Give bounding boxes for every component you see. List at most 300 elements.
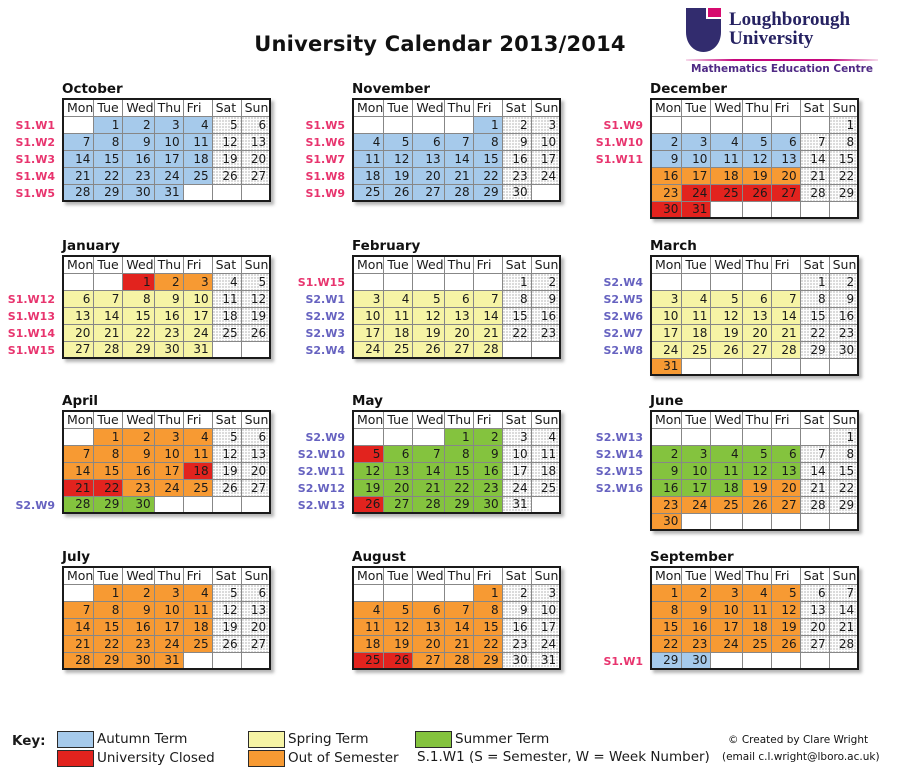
day-cell: 23: [123, 167, 154, 184]
day-cell: [742, 273, 771, 290]
day-cell: 25: [183, 167, 212, 184]
week-label: S2.W13: [297, 499, 345, 512]
day-cell: 27: [771, 184, 800, 201]
calendar-table-september: [650, 566, 859, 670]
week-label: S2.W2: [305, 310, 345, 323]
day-cell: 17: [502, 462, 531, 479]
week-row: [651, 584, 858, 601]
day-cell: 27: [241, 635, 270, 652]
week-label: S1.W2: [15, 136, 55, 149]
week-row: [651, 513, 858, 530]
day-header-cell: Fri: [771, 99, 800, 116]
day-cell: 8: [94, 133, 123, 150]
week-labels-column: [6, 255, 62, 359]
day-header-cell: Fri: [473, 411, 502, 428]
day-cell: [63, 116, 94, 133]
day-header-cell: Sun: [829, 411, 858, 428]
day-cell: 9: [473, 445, 502, 462]
day-header-cell: Sun: [531, 411, 560, 428]
day-cell: 23: [651, 184, 682, 201]
day-header-cell: Sat: [502, 99, 531, 116]
day-cell: 4: [531, 428, 560, 445]
day-cell: 10: [154, 601, 183, 618]
day-cell: 27: [384, 496, 413, 513]
day-cell: 22: [473, 167, 502, 184]
calendar-table-may: [352, 410, 561, 514]
day-cell: 16: [123, 150, 154, 167]
calendar-table-march: [650, 255, 859, 376]
week-row: [651, 307, 858, 324]
day-cell: 2: [123, 584, 154, 601]
week-label: [296, 602, 352, 619]
day-cell: 9: [123, 445, 154, 462]
day-cell: 8: [829, 445, 858, 462]
week-labels-column: [6, 98, 62, 202]
day-cell: 20: [241, 618, 270, 635]
day-cell: 11: [212, 290, 241, 307]
day-cell: [413, 273, 444, 290]
month-april: [6, 393, 274, 514]
day-header-cell: Tue: [682, 99, 711, 116]
day-cell: [183, 496, 212, 513]
university-name-line1: Loughborough: [729, 9, 851, 30]
day-cell: 15: [800, 307, 829, 324]
day-cell: [651, 428, 682, 445]
day-cell: [183, 184, 212, 201]
day-cell: [531, 496, 560, 513]
day-cell: 28: [413, 496, 444, 513]
day-cell: 14: [63, 618, 94, 635]
week-label: S2.W6: [603, 310, 643, 323]
day-cell: [183, 652, 212, 669]
day-cell: [384, 116, 413, 133]
day-cell: 3: [531, 584, 560, 601]
week-row: [63, 462, 270, 479]
day-cell: 13: [63, 307, 94, 324]
day-cell: 3: [651, 290, 682, 307]
day-header-cell: Thu: [742, 567, 771, 584]
day-cell: [742, 358, 771, 375]
day-cell: 22: [123, 324, 154, 341]
day-cell: 23: [154, 324, 183, 341]
day-header-cell: Sun: [241, 411, 270, 428]
day-cell: 5: [353, 445, 384, 462]
day-cell: 31: [502, 496, 531, 513]
day-cell: 10: [502, 445, 531, 462]
day-cell: 24: [154, 479, 183, 496]
week-row: [63, 618, 270, 635]
day-cell: 6: [413, 601, 444, 618]
day-cell: 7: [63, 133, 94, 150]
university-closed-swatch: [57, 750, 94, 767]
day-header-cell: Sat: [212, 411, 241, 428]
day-cell: 22: [502, 324, 531, 341]
day-header-cell: Wed: [711, 99, 742, 116]
day-cell: 9: [651, 150, 682, 167]
week-label: S2.W13: [595, 431, 643, 444]
day-cell: 21: [63, 635, 94, 652]
day-cell: 17: [154, 618, 183, 635]
day-cell: 24: [682, 184, 711, 201]
week-row: [353, 652, 560, 669]
week-label: [594, 619, 650, 636]
month-october: [6, 81, 274, 202]
day-cell: 20: [771, 167, 800, 184]
week-label: S2.W12: [297, 482, 345, 495]
day-cell: 15: [502, 307, 531, 324]
day-cell: [711, 358, 742, 375]
day-cell: 29: [94, 652, 123, 669]
day-cell: 18: [353, 635, 384, 652]
credit-text: © Created by Clare Wright: [728, 734, 869, 746]
day-cell: 14: [63, 462, 94, 479]
day-cell: 16: [473, 462, 502, 479]
month-january: [6, 238, 274, 359]
day-cell: [651, 273, 682, 290]
day-cell: 20: [63, 324, 94, 341]
day-cell: 15: [829, 150, 858, 167]
month-august: [296, 549, 564, 670]
week-labels-column: [6, 566, 62, 670]
day-cell: 9: [651, 462, 682, 479]
week-label: [6, 653, 62, 670]
day-cell: 17: [682, 479, 711, 496]
day-cell: 5: [212, 116, 241, 133]
week-label: S1.W10: [595, 136, 643, 149]
day-cell: 3: [531, 116, 560, 133]
day-cell: 21: [413, 479, 444, 496]
day-cell: 4: [353, 601, 384, 618]
day-cell: 26: [212, 635, 241, 652]
day-cell: 11: [183, 133, 212, 150]
day-cell: 6: [241, 584, 270, 601]
autumn-term-label: Autumn Term: [97, 731, 188, 747]
week-label: [296, 653, 352, 670]
day-cell: 25: [384, 341, 413, 358]
day-cell: 20: [413, 167, 444, 184]
out-of-semester-label: Out of Semester: [288, 750, 399, 766]
week-labels-column: [594, 98, 650, 219]
day-cell: 11: [384, 307, 413, 324]
day-header-cell: Mon: [63, 567, 94, 584]
week-label: S1.W7: [305, 153, 345, 166]
day-header-cell: Sun: [241, 567, 270, 584]
day-cell: 24: [154, 635, 183, 652]
week-label: [6, 585, 62, 602]
day-header-cell: Fri: [183, 99, 212, 116]
day-header-cell: Sat: [502, 256, 531, 273]
week-labels-column: [296, 566, 352, 670]
week-labels-column: [296, 255, 352, 359]
week-row: [63, 167, 270, 184]
calendar-table-april: [62, 410, 271, 514]
day-cell: [711, 201, 742, 218]
day-cell: 13: [241, 445, 270, 462]
day-cell: 12: [212, 445, 241, 462]
day-cell: 24: [353, 341, 384, 358]
month-february: [296, 238, 564, 359]
day-cell: 13: [241, 601, 270, 618]
month-title: April: [62, 393, 99, 409]
day-cell: 1: [829, 428, 858, 445]
day-header-cell: Sat: [212, 99, 241, 116]
week-label: S2.W14: [595, 448, 643, 461]
day-cell: 20: [413, 635, 444, 652]
week-label: [594, 168, 650, 185]
day-cell: [63, 584, 94, 601]
day-cell: 29: [444, 496, 473, 513]
day-header-cell: Sat: [800, 411, 829, 428]
day-cell: 11: [711, 462, 742, 479]
day-cell: 23: [651, 496, 682, 513]
week-row: [63, 307, 270, 324]
month-title: November: [352, 81, 431, 97]
day-cell: 20: [241, 462, 270, 479]
day-cell: 20: [771, 479, 800, 496]
day-cell: 19: [742, 167, 771, 184]
day-cell: 21: [63, 167, 94, 184]
day-cell: 27: [771, 496, 800, 513]
day-header-cell: Tue: [384, 256, 413, 273]
day-cell: [682, 513, 711, 530]
day-cell: 21: [473, 324, 502, 341]
day-cell: 22: [651, 635, 682, 652]
day-header-cell: Fri: [183, 256, 212, 273]
day-cell: 1: [94, 116, 123, 133]
page-title: University Calendar 2013/2014: [254, 32, 626, 56]
day-cell: 27: [63, 341, 94, 358]
day-cell: [384, 273, 413, 290]
day-cell: 9: [154, 290, 183, 307]
day-cell: 15: [473, 150, 502, 167]
day-header-cell: Thu: [444, 99, 473, 116]
day-header-cell: Wed: [123, 99, 154, 116]
day-cell: 16: [531, 307, 560, 324]
month-title: February: [352, 238, 421, 254]
day-cell: 2: [154, 273, 183, 290]
day-header-cell: Sun: [241, 99, 270, 116]
day-cell: 4: [711, 445, 742, 462]
day-header-cell: Mon: [63, 411, 94, 428]
week-label: S1.W13: [7, 310, 55, 323]
day-cell: 1: [444, 428, 473, 445]
day-cell: 25: [353, 652, 384, 669]
day-cell: 10: [531, 601, 560, 618]
day-cell: 17: [711, 618, 742, 635]
day-cell: 29: [123, 341, 154, 358]
day-cell: [829, 358, 858, 375]
week-row: [651, 358, 858, 375]
month-march: [594, 238, 862, 376]
day-cell: 29: [800, 341, 829, 358]
day-cell: 5: [384, 133, 413, 150]
day-header-cell: Sun: [829, 567, 858, 584]
calendar-table-july: [62, 566, 271, 670]
day-header-cell: Fri: [473, 99, 502, 116]
week-row: [353, 601, 560, 618]
day-cell: 16: [829, 307, 858, 324]
day-cell: 1: [800, 273, 829, 290]
day-header-cell: Sat: [800, 99, 829, 116]
week-row: [353, 584, 560, 601]
day-cell: 19: [384, 635, 413, 652]
day-header-cell: Tue: [682, 567, 711, 584]
week-label: S2.W1: [305, 293, 345, 306]
day-cell: 25: [212, 324, 241, 341]
day-cell: [711, 513, 742, 530]
day-header-cell: Sun: [531, 567, 560, 584]
day-cell: 14: [800, 462, 829, 479]
day-cell: [711, 116, 742, 133]
day-cell: 9: [123, 601, 154, 618]
day-cell: [241, 496, 270, 513]
month-title: October: [62, 81, 123, 97]
day-cell: 21: [444, 635, 473, 652]
week-label: S2.W8: [603, 344, 643, 357]
day-header-cell: Thu: [154, 256, 183, 273]
day-header-cell: Mon: [353, 99, 384, 116]
day-cell: 20: [742, 324, 771, 341]
key-group-summer: [415, 730, 549, 749]
week-label: [6, 636, 62, 653]
week-row: [63, 635, 270, 652]
day-cell: 11: [742, 601, 771, 618]
day-cell: [829, 513, 858, 530]
day-cell: 13: [444, 307, 473, 324]
day-cell: 14: [771, 307, 800, 324]
day-cell: 21: [63, 479, 94, 496]
day-cell: [212, 652, 241, 669]
week-row: [63, 479, 270, 496]
day-cell: 6: [800, 584, 829, 601]
day-cell: 15: [94, 618, 123, 635]
day-cell: [241, 341, 270, 358]
day-header-cell: Tue: [384, 567, 413, 584]
day-cell: 8: [444, 445, 473, 462]
day-cell: 23: [123, 479, 154, 496]
day-header-cell: Thu: [444, 411, 473, 428]
day-cell: 1: [829, 116, 858, 133]
day-cell: 17: [531, 150, 560, 167]
week-row: [651, 184, 858, 201]
day-cell: 18: [531, 462, 560, 479]
month-september: [594, 549, 862, 670]
day-cell: 18: [711, 167, 742, 184]
week-label: S2.W7: [603, 327, 643, 340]
week-row: [651, 290, 858, 307]
week-row: [63, 584, 270, 601]
week-label: S2.W5: [603, 293, 643, 306]
day-cell: [531, 184, 560, 201]
day-cell: 9: [502, 601, 531, 618]
day-cell: 5: [212, 584, 241, 601]
day-cell: 6: [413, 133, 444, 150]
day-cell: 13: [800, 601, 829, 618]
day-cell: 2: [531, 273, 560, 290]
day-cell: 4: [353, 133, 384, 150]
day-cell: 30: [123, 496, 154, 513]
day-cell: 17: [183, 307, 212, 324]
day-cell: 10: [682, 462, 711, 479]
day-cell: 20: [800, 618, 829, 635]
day-cell: 11: [183, 445, 212, 462]
day-cell: 22: [94, 479, 123, 496]
day-cell: [241, 652, 270, 669]
day-header-cell: Fri: [183, 567, 212, 584]
day-cell: [502, 341, 531, 358]
calendar-table-august: [352, 566, 561, 670]
day-cell: 19: [212, 150, 241, 167]
day-cell: 27: [241, 479, 270, 496]
day-cell: 13: [384, 462, 413, 479]
week-row: [353, 184, 560, 201]
week-row: [353, 324, 560, 341]
day-cell: 19: [241, 307, 270, 324]
day-cell: [800, 116, 829, 133]
day-header-cell: Thu: [154, 567, 183, 584]
day-cell: [711, 428, 742, 445]
day-header-cell: Tue: [94, 567, 123, 584]
day-cell: 28: [829, 635, 858, 652]
week-row: [353, 116, 560, 133]
day-cell: 1: [473, 584, 502, 601]
day-cell: 9: [531, 290, 560, 307]
week-label: [594, 202, 650, 219]
day-cell: 13: [771, 462, 800, 479]
day-header-cell: Fri: [771, 567, 800, 584]
day-cell: 30: [651, 201, 682, 218]
month-title: August: [352, 549, 406, 565]
day-header-cell: Wed: [711, 411, 742, 428]
week-row: [353, 133, 560, 150]
week-label: S1.W9: [603, 119, 643, 132]
day-cell: 19: [212, 462, 241, 479]
day-cell: [742, 116, 771, 133]
week-row: [353, 635, 560, 652]
week-row: [353, 167, 560, 184]
day-cell: 31: [531, 652, 560, 669]
day-cell: 27: [800, 635, 829, 652]
day-cell: [682, 116, 711, 133]
day-cell: 14: [63, 150, 94, 167]
day-cell: 6: [742, 290, 771, 307]
day-header-cell: Tue: [94, 411, 123, 428]
day-cell: 23: [502, 635, 531, 652]
day-cell: 7: [413, 445, 444, 462]
day-cell: [413, 428, 444, 445]
day-header-cell: Tue: [94, 99, 123, 116]
day-cell: 27: [742, 341, 771, 358]
key-item-autumn-term: [57, 730, 215, 748]
day-header-cell: Tue: [94, 256, 123, 273]
week-row: [651, 324, 858, 341]
week-label: [594, 514, 650, 531]
day-cell: 18: [183, 618, 212, 635]
week-label: [594, 602, 650, 619]
day-cell: [771, 428, 800, 445]
day-cell: 8: [123, 290, 154, 307]
day-cell: 9: [502, 133, 531, 150]
day-cell: 2: [829, 273, 858, 290]
day-cell: 17: [651, 324, 682, 341]
day-cell: 23: [123, 635, 154, 652]
week-row: [63, 290, 270, 307]
calendar-table-june: [650, 410, 859, 531]
day-cell: 22: [94, 635, 123, 652]
week-label: S2.W11: [297, 465, 345, 478]
day-cell: 5: [711, 290, 742, 307]
day-cell: 12: [771, 601, 800, 618]
